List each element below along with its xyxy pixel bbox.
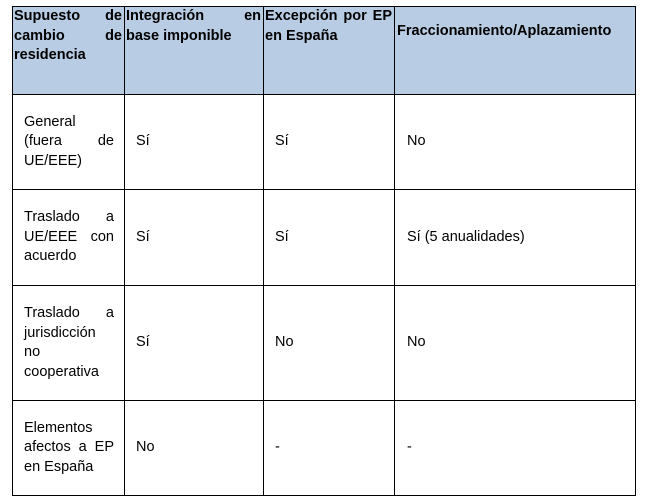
cell-excepcion: - (264, 401, 395, 496)
cell-integracion: Sí (125, 190, 264, 286)
header-integracion: Integración en base imponible (125, 7, 264, 95)
cell-integracion: Sí (125, 286, 264, 401)
table-row (13, 286, 636, 401)
cell-supuesto: Traslado a jurisdicción no cooperativa (13, 286, 125, 401)
table-row (13, 190, 636, 286)
cell-integracion: No (125, 401, 264, 496)
cell-excepcion: Sí (264, 190, 395, 286)
cell-fraccionamiento: - (395, 401, 636, 496)
header-excepcion: Excepción por EP en España (264, 7, 395, 95)
cell-supuesto: Elementos afectos a EP en España (13, 401, 125, 496)
cell-fraccionamiento: No (395, 95, 636, 190)
cell-excepcion: No (264, 286, 395, 401)
header-fraccionamiento: Fraccionamiento/Aplazamiento (395, 7, 636, 95)
cell-fraccionamiento: No (395, 286, 636, 401)
header-supuesto: Supuesto de cambio de residencia (13, 7, 125, 95)
cell-fraccionamiento: Sí (5 anualidades) (395, 190, 636, 286)
table-row (13, 401, 636, 496)
cell-excepcion: Sí (264, 95, 395, 190)
cell-integracion: Sí (125, 95, 264, 190)
residence-change-table (12, 6, 636, 496)
table-row (13, 95, 636, 190)
cell-supuesto: Traslado a UE/EEE con acuerdo (13, 190, 125, 286)
table-header-row (13, 7, 636, 95)
cell-supuesto: General (fuera de UE/EEE) (13, 95, 125, 190)
